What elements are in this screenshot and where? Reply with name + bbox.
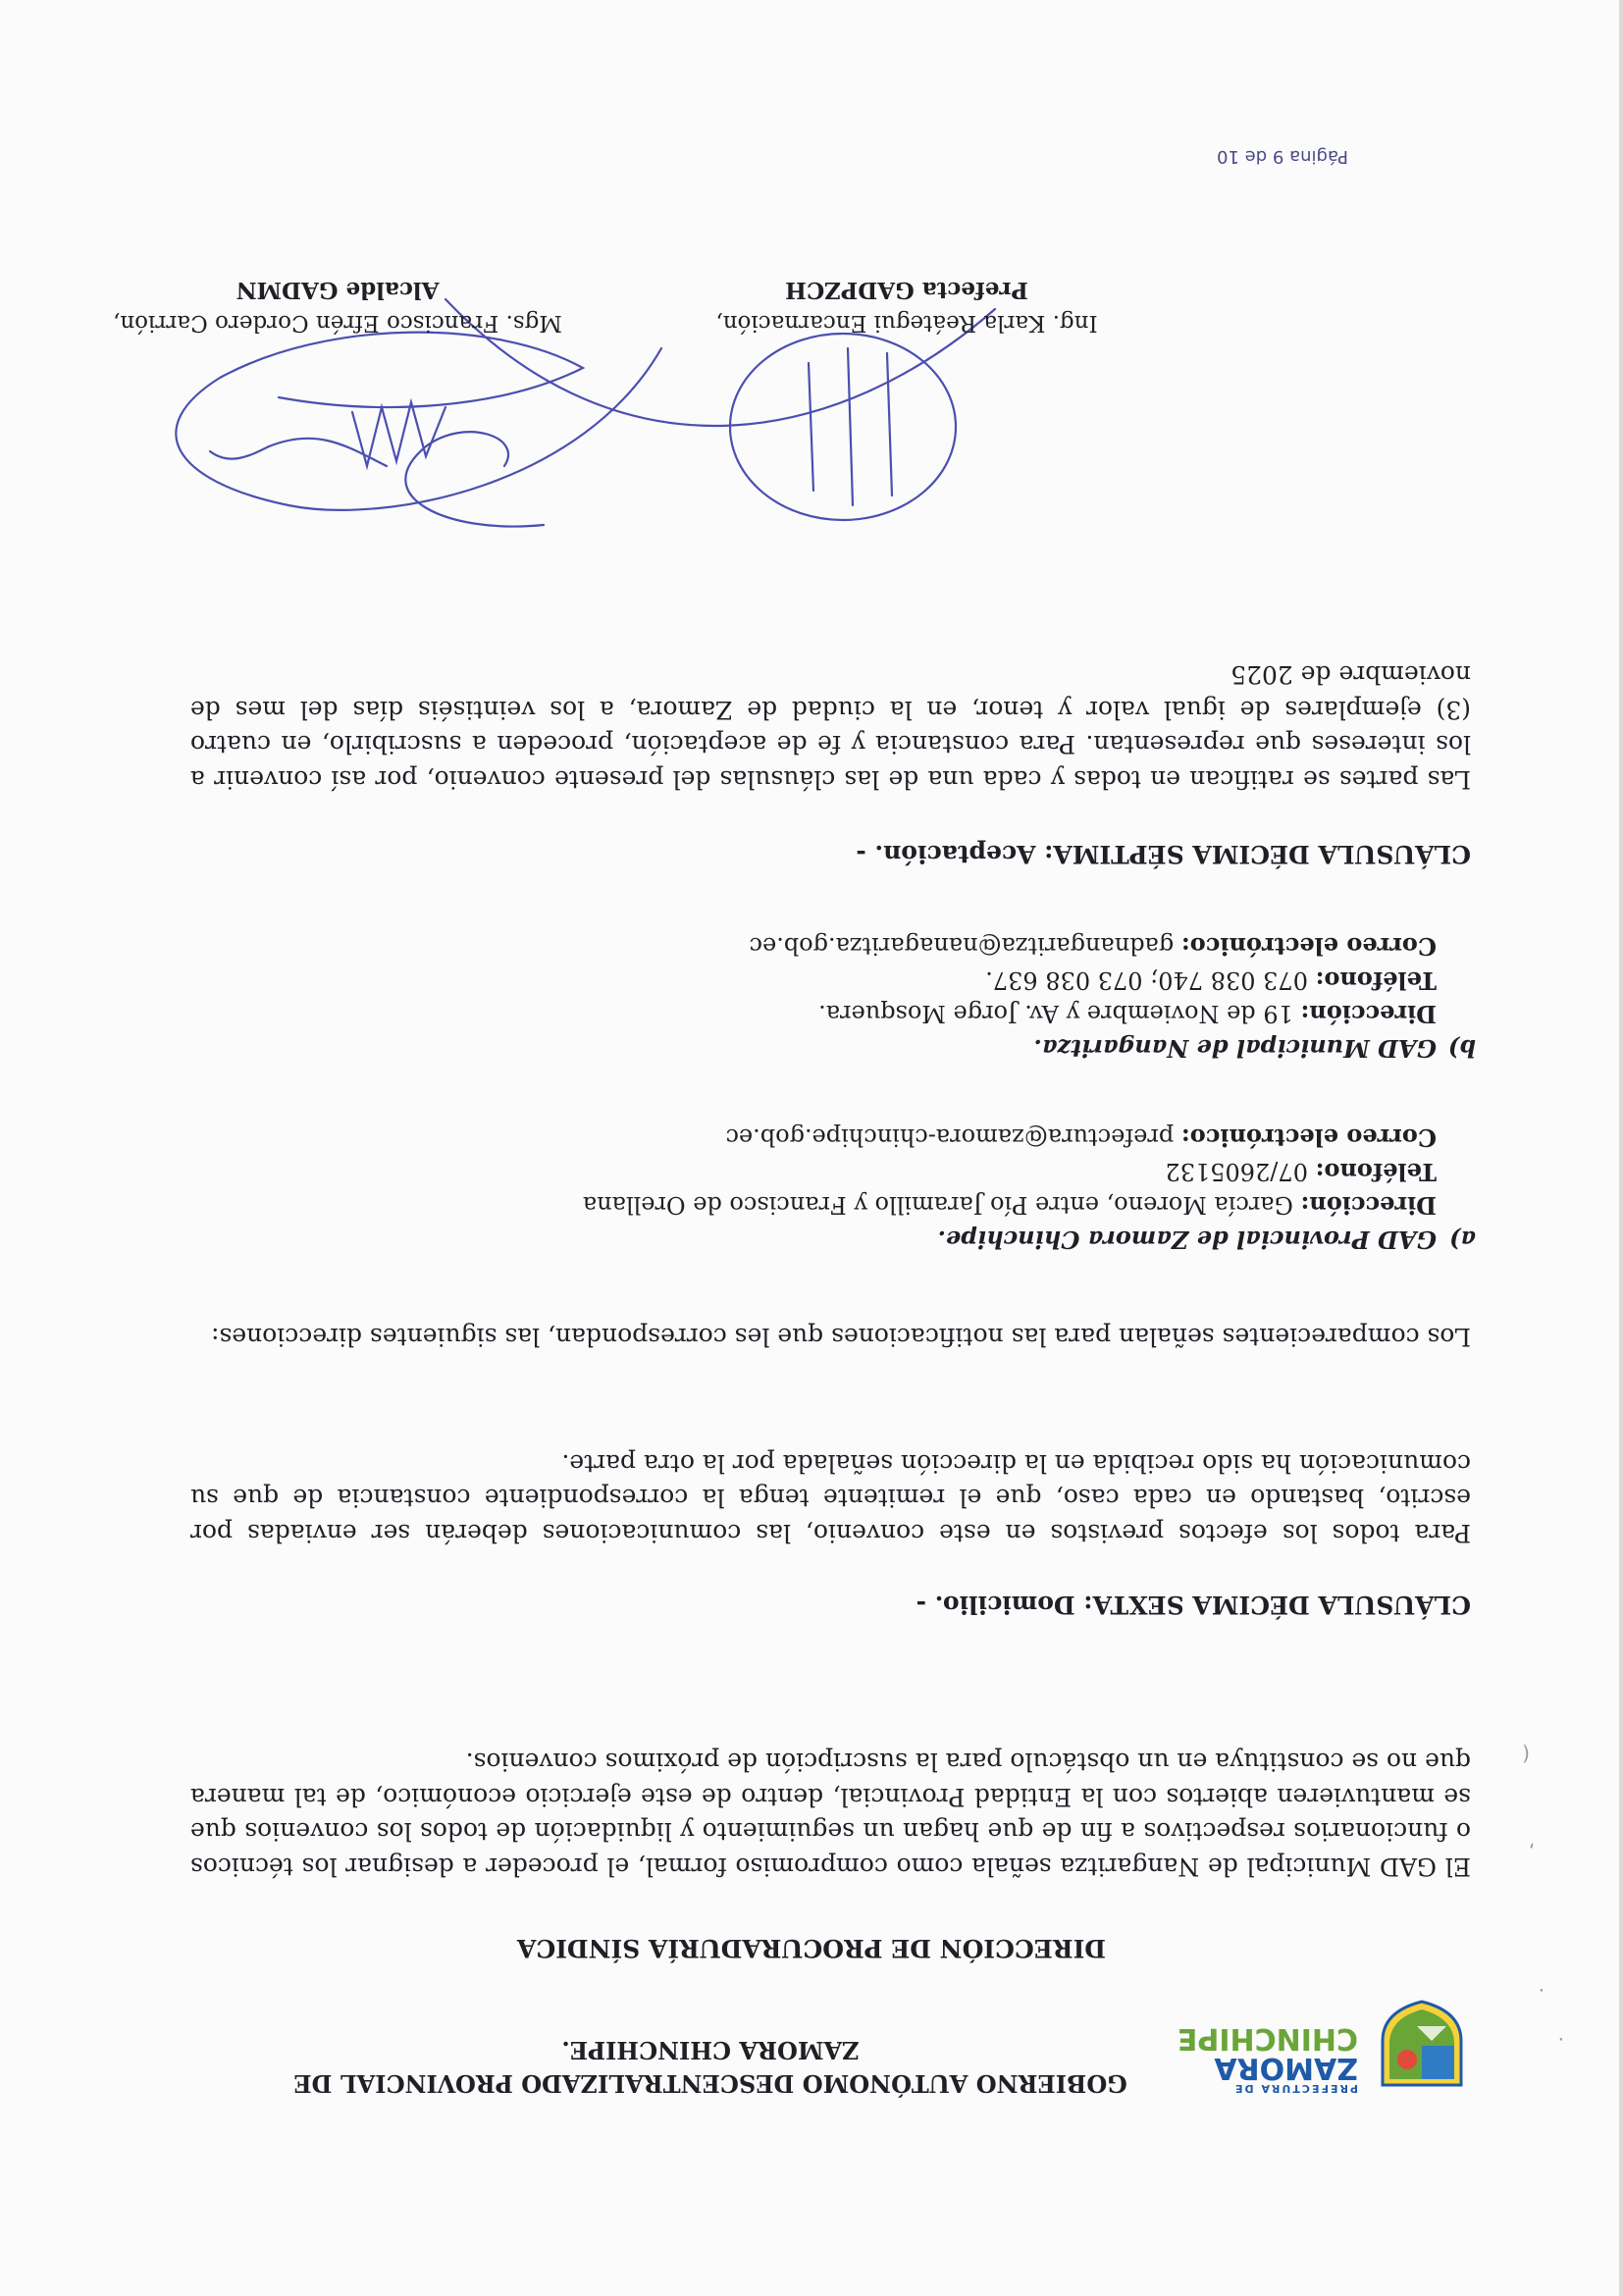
signature-prefect — [632, 274, 1181, 339]
contact-a-tel-label: Teléfono: — [1315, 1158, 1437, 1186]
institution-header — [190, 2033, 1230, 2100]
mayor-signature-loop — [405, 432, 544, 526]
logo-zamora: ZAMORA — [1214, 2051, 1358, 2085]
scan-speck: · — [1538, 1978, 1544, 2002]
paragraph-communications: Para todos los efectos previstos en este convenio, las comunicaciones deberán ser enviadas por escrito, bastando en cada caso, que el remitente tenga la correspondiente constancia de que su comunicación ha sido recibida en la dirección señalada por la otra parte. — [190, 1449, 1471, 1547]
signer-prefect-role: Prefecta GADPZCH — [785, 277, 1028, 303]
contact-a-mail: prefectura@zamora-chinchipe.gob.ec — [725, 1123, 1175, 1152]
page-number: Página 9 de 10 — [1217, 146, 1348, 167]
header-line-1: GOBIERNO AUTÓNOMO DESCENTRALIZADO PROVINCIAL DE — [293, 2069, 1127, 2098]
contact-b-mail-label: Correo electrónico: — [1180, 932, 1437, 962]
contact-a-dir: García Moreno, entre Pío Jaramillo y Francisco de Orellana — [582, 1191, 1293, 1220]
contact-b-name: GAD Municipal de Nangaritza. — [1033, 1034, 1437, 1063]
signature-blocks — [0, 221, 1623, 339]
contact-b-dir: 19 de Noviembre y Av. Jorge Mosquera. — [818, 1000, 1293, 1028]
mayor-signature-main — [176, 333, 661, 510]
signer-mayor-name: Mgs. Francisco Efrén Cordero Carrión, — [113, 310, 562, 336]
contact-a-name: GAD Provincial de Zamora Chinchipe. — [937, 1226, 1437, 1254]
department-title: DIRECCIÓN DE PROCURADURÍA SÍNDICA — [517, 1934, 1107, 1962]
contact-a-tel: 07/2605132 — [1165, 1158, 1308, 1185]
prefect-signature-strokes — [809, 348, 892, 505]
contact-a-mail-label: Correo electrónico: — [1180, 1123, 1437, 1153]
contact-a-label: a) — [1449, 1226, 1476, 1254]
contact-b-mail: gadnangaritza@nanagaritza.gob.ec — [749, 932, 1175, 961]
contact-b-dir-label: Dirección: — [1300, 1000, 1437, 1029]
logo-prefectura-de: PREFECTURA DE — [1232, 2082, 1358, 2095]
contact-a-dir-label: Dirección: — [1300, 1191, 1437, 1221]
paragraph-addresses-intro: Los comparecientes señalan para las notificaciones que les correspondan, las siguientes direcciones: — [211, 1323, 1471, 1351]
scan-speck: · — [1557, 2027, 1564, 2051]
header-line-2: ZAMORA CHINCHIPE. — [561, 2036, 860, 2064]
paragraph-nangaritza-commitment: El GAD Municipal de Nangaritza señala como compromiso formal, el proceder a designar los técnicos o funcionarios respectivos a fin de que hagan un seguimiento y liquidación de todos los convenios que se mantuvieren abiertos con la Entidad Provincial, dentro de este ejercicio económico, de tal manera que no se constituya en un obstáculo para la suscripción de próximos convenios. — [190, 1748, 1471, 1881]
prefect-signature-loop — [730, 334, 956, 520]
contact-block-provincial — [583, 1121, 1476, 1256]
paragraph-acceptance: Las partes se ratifican en todas y cada una de las cláusulas del presente convenio, por así convenir a los intereses que representan. Para constancia y fe de aceptación, proceden a suscribirlo, en cuatro (3) ejemplares de igual valor y tenor, en la ciudad de Zamora, a los veintiséis días del mes de noviembre de 2025 — [190, 660, 1471, 794]
clause-17-heading: CLÁUSULA DÉCIMA SÉPTIMA: Aceptación. - — [856, 840, 1471, 868]
signer-prefect-name: Ing. Karla Reátegui Encarnación, — [715, 310, 1098, 336]
contact-b-tel: 073 038 740; 073 038 637. — [985, 966, 1308, 994]
logo-chinchipe: CHINCHIPE — [1177, 2021, 1358, 2056]
prefecture-shield-logo — [1368, 1997, 1476, 2095]
signer-mayor-role: Alcalde GADMN — [236, 277, 440, 303]
scan-speck: , — [1528, 1841, 1535, 1864]
scan-speck: ( — [1522, 1743, 1530, 1766]
clause-16-heading: CLÁUSULA DÉCIMA SEXTA: Domicilio. - — [916, 1591, 1471, 1619]
contact-block-municipal — [750, 929, 1476, 1065]
contact-b-label: b) — [1447, 1034, 1476, 1063]
signature-mayor — [112, 274, 563, 339]
contact-b-tel-label: Teléfono: — [1315, 966, 1437, 995]
